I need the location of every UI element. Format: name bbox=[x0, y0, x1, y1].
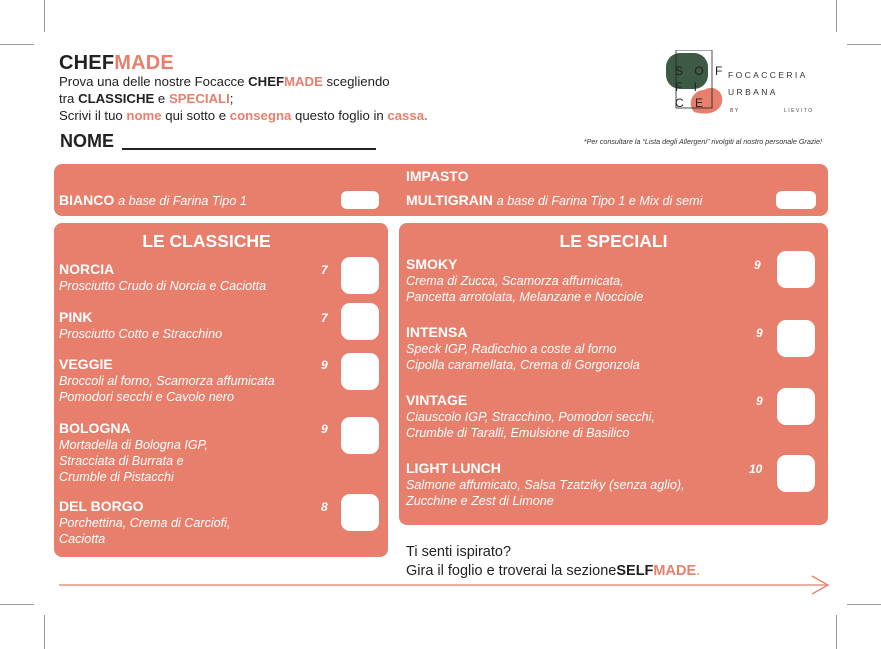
crop-mark bbox=[836, 0, 837, 32]
intro-text-part: tra bbox=[59, 91, 79, 106]
impasto-title: IMPASTO bbox=[406, 168, 469, 184]
intro-text-part: scegliendo bbox=[322, 74, 390, 89]
logo-tagline-2: URBANA bbox=[728, 87, 778, 97]
item-checkbox[interactable] bbox=[777, 455, 815, 492]
item-desc bbox=[59, 437, 208, 485]
footer-self: SELF bbox=[616, 563, 654, 579]
item-desc-line: Mortadella di Bologna IGP, bbox=[59, 438, 208, 452]
logo-letters-1: S O F bbox=[675, 64, 727, 78]
item-desc bbox=[406, 341, 640, 373]
item-checkbox[interactable] bbox=[341, 303, 379, 340]
item-desc bbox=[406, 273, 643, 305]
item-desc bbox=[406, 409, 655, 441]
item-name: INTENSA bbox=[406, 324, 468, 340]
crop-mark bbox=[0, 604, 34, 605]
nome-label: NOME bbox=[60, 131, 114, 151]
item-name: SMOKY bbox=[406, 256, 458, 272]
item-desc-line: Broccoli al forno, Scamorza affumicata bbox=[59, 374, 275, 388]
item-desc bbox=[406, 477, 685, 509]
logo-letters-3: C E bbox=[675, 96, 708, 110]
logo-tagline bbox=[728, 67, 808, 101]
intro-line-2 bbox=[59, 90, 428, 107]
dough-bianco-desc: a base di Farina Tipo 1 bbox=[118, 194, 247, 208]
item-desc-line: Speck IGP, Radicchio a coste al forno bbox=[406, 342, 617, 356]
item-price: 9 bbox=[756, 394, 763, 408]
crop-mark bbox=[44, 615, 45, 649]
classiche-title: LE CLASSICHE bbox=[142, 231, 271, 251]
item-checkbox[interactable] bbox=[341, 353, 379, 390]
item-price: 8 bbox=[321, 500, 328, 514]
item-price: 9 bbox=[321, 422, 328, 436]
item-name: DEL BORGO bbox=[59, 498, 144, 514]
item-name: PINK bbox=[59, 309, 93, 325]
item-name: NORCIA bbox=[59, 261, 115, 277]
item-desc-line: Zucchine e Zest di Limone bbox=[406, 494, 554, 508]
crop-mark bbox=[0, 44, 34, 45]
item-name: BOLOGNA bbox=[59, 420, 131, 436]
dough-bianco bbox=[59, 192, 247, 208]
item-desc-line: Prosciutto Cotto e Stracchino bbox=[59, 327, 223, 341]
intro-text-part: qui sotto e bbox=[161, 108, 230, 123]
item-desc-line: Caciotta bbox=[59, 532, 106, 546]
item-price: 9 bbox=[321, 358, 328, 372]
intro-text-part: questo foglio in bbox=[291, 108, 388, 123]
item-price: 7 bbox=[321, 263, 328, 277]
item-name: VINTAGE bbox=[406, 392, 468, 408]
intro-text-part: Prova una delle nostre Focacce bbox=[59, 74, 249, 89]
dough-multigrain-desc: a base di Farina Tipo 1 e Mix di semi bbox=[496, 194, 703, 208]
item-checkbox[interactable] bbox=[777, 388, 815, 425]
classiche-panel bbox=[54, 223, 388, 557]
nome-write-line[interactable] bbox=[122, 148, 376, 150]
logo-tagline-1: FOCACCERIA bbox=[728, 70, 808, 80]
item-desc-line: Pancetta arrotolata, Melanzane e Nocciole bbox=[406, 290, 644, 304]
intro-text-part: Scrivi il tuo bbox=[59, 108, 127, 123]
item-checkbox[interactable] bbox=[341, 494, 379, 531]
footer-made: MADE bbox=[653, 563, 697, 579]
intro-line-3 bbox=[59, 107, 428, 124]
intro-text bbox=[59, 73, 428, 124]
dough-multigrain-name: MULTIGRAIN bbox=[406, 192, 493, 208]
intro-nome: nome bbox=[126, 108, 162, 123]
allergen-note: *Per consultare la “Lista degli Allergeni” rivolgiti al nostro personale Grazie! bbox=[583, 137, 822, 146]
item-checkbox[interactable] bbox=[341, 257, 379, 294]
intro-speciali: SPECIALI bbox=[168, 91, 230, 106]
brand-title bbox=[59, 52, 174, 75]
item-desc-line: Crumble di Taralli, Emulsione di Basilico bbox=[406, 426, 630, 440]
item-desc-line: Prosciutto Crudo di Norcia e Caciotta bbox=[59, 279, 267, 293]
footer-text-part: Gira il foglio e troverai la sezione bbox=[406, 563, 617, 579]
item-price: 10 bbox=[749, 462, 763, 476]
brand-chef: CHEF bbox=[59, 52, 115, 74]
crop-mark bbox=[847, 604, 881, 605]
footer-dot: . bbox=[696, 563, 701, 579]
logo-by: BY bbox=[730, 108, 740, 114]
item-desc-line: Cipolla caramellata, Crema di Gorgonzola bbox=[406, 358, 640, 372]
turn-page-arrow-icon bbox=[57, 574, 832, 596]
item-checkbox[interactable] bbox=[777, 320, 815, 357]
speciali-panel bbox=[399, 223, 828, 525]
item-desc-line: Stracciata di Burrata e bbox=[59, 454, 184, 468]
item-desc-line: Porchettina, Crema di Carciofi, bbox=[59, 516, 231, 530]
intro-text-part: e bbox=[154, 91, 169, 106]
crop-mark bbox=[44, 0, 45, 32]
crop-mark bbox=[836, 615, 837, 649]
logo-lievito: LIEVITO bbox=[784, 108, 814, 114]
item-desc-line: Salmone affumicato, Salsa Tzatziky (senza aglio), bbox=[406, 478, 685, 492]
item-checkbox[interactable] bbox=[341, 417, 379, 454]
brand-made: MADE bbox=[114, 52, 174, 74]
intro-consegna: consegna bbox=[229, 108, 292, 123]
speciali-title: LE SPECIALI bbox=[559, 231, 668, 251]
item-price: 9 bbox=[754, 258, 761, 272]
dough-bianco-name: BIANCO bbox=[59, 192, 115, 208]
footer-line-1: Ti senti ispirato? bbox=[406, 544, 512, 560]
crop-mark bbox=[847, 44, 881, 45]
item-desc bbox=[59, 278, 266, 294]
item-desc bbox=[59, 373, 275, 405]
logo-letters-2: F I bbox=[675, 80, 701, 94]
dough-multigrain-checkbox[interactable] bbox=[776, 191, 816, 209]
intro-chef: CHEF bbox=[248, 74, 285, 89]
item-desc-line: Pomodori secchi e Cavolo nero bbox=[59, 390, 235, 404]
item-price: 7 bbox=[321, 311, 328, 325]
dough-bianco-checkbox[interactable] bbox=[341, 191, 379, 209]
item-desc-line: Crema di Zucca, Scamorza affumicata, bbox=[406, 274, 624, 288]
item-price: 9 bbox=[756, 326, 763, 340]
item-desc bbox=[59, 326, 222, 342]
item-name: VEGGIE bbox=[59, 356, 113, 372]
item-desc-line: Crumble di Pistacchi bbox=[59, 470, 174, 484]
intro-cassa: cassa. bbox=[387, 108, 428, 123]
item-desc-line: Ciauscolo IGP, Stracchino, Pomodori secchi, bbox=[406, 410, 655, 424]
intro-text-part: ; bbox=[229, 91, 234, 106]
intro-classiche: CLASSICHE bbox=[78, 91, 155, 106]
intro-made: MADE bbox=[284, 74, 323, 89]
item-checkbox[interactable] bbox=[777, 251, 815, 288]
item-desc bbox=[59, 515, 230, 547]
intro-line-1 bbox=[59, 73, 428, 90]
item-name: LIGHT LUNCH bbox=[406, 460, 501, 476]
dough-multigrain bbox=[406, 192, 702, 208]
impasto-panel bbox=[54, 164, 828, 216]
